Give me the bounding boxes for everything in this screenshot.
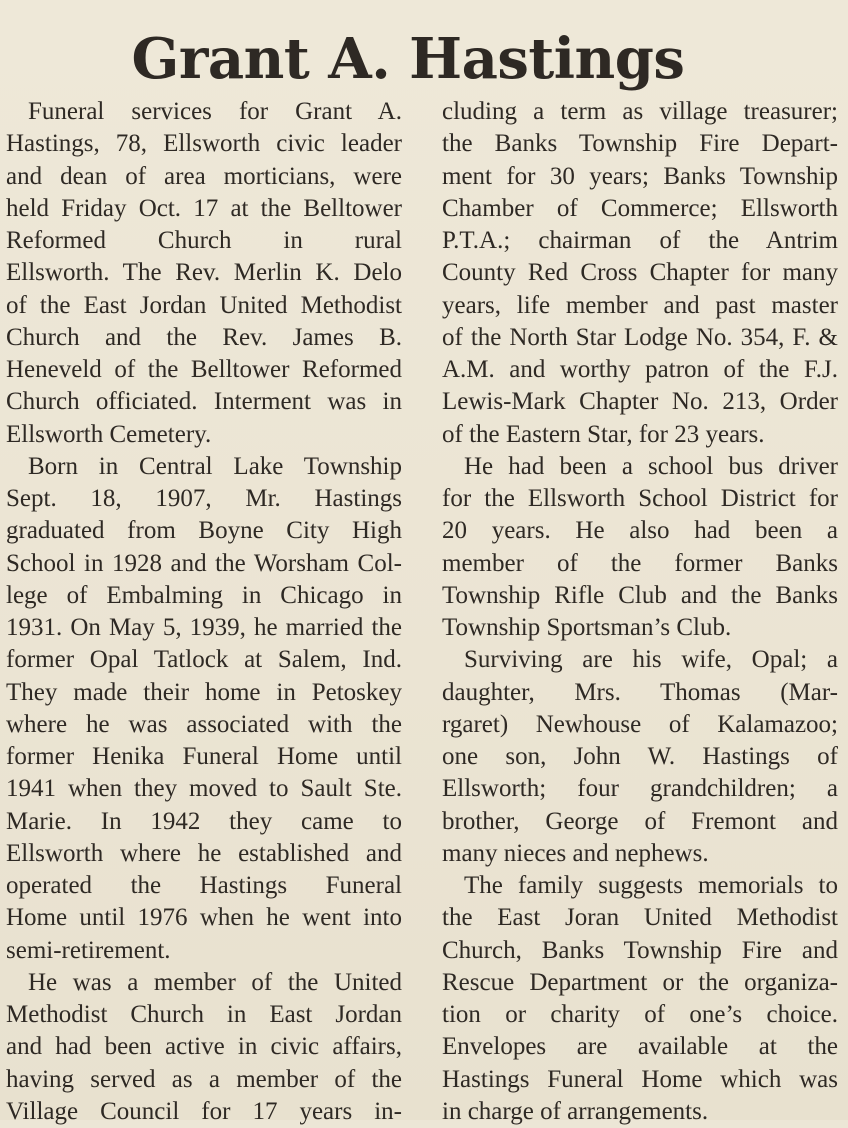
text-line: Church, Banks Township Fire and — [442, 936, 838, 964]
text-line: many nieces and nephews. — [442, 839, 709, 867]
text-line: Rescue Department or the organiza- — [442, 968, 838, 996]
text-line: Marie. In 1942 they came to — [6, 807, 402, 835]
text-line: He was a member of the United — [28, 968, 402, 996]
text-line: cluding a term as village treasurer; — [442, 98, 838, 125]
text-line: the Banks Township Fire Depart- — [442, 130, 838, 158]
text-line: Reformed Church in rural — [6, 227, 402, 254]
text-line: 1931. On May 5, 1939, he married the — [6, 614, 402, 641]
text-line: tion or charity of one’s choice. — [442, 1001, 838, 1028]
text-line: member of the former Banks — [442, 549, 838, 577]
text-line: School in 1928 and the Worsham Col- — [6, 549, 402, 577]
text-line: Methodist Church in East Jordan — [6, 1001, 402, 1028]
text-line: P.T.A.; chairman of the Antrim — [442, 227, 838, 254]
text-line: ment for 30 years; Banks Township — [442, 162, 838, 190]
left-column — [6, 96, 402, 1128]
text-line: Heneveld of the Belltower Reformed — [6, 356, 402, 383]
text-line: Church officiated. Interment was in — [6, 388, 402, 416]
text-line: Born in Central Lake Township — [28, 452, 402, 480]
text-line: Funeral services for Grant A. — [28, 98, 402, 125]
text-line: former Henika Funeral Home until — [6, 743, 402, 770]
text-line: in charge of arrangements. — [442, 1097, 709, 1125]
text-line: The family suggests memorials to — [464, 872, 838, 899]
text-line: brother, George of Fremont and — [442, 807, 838, 835]
text-line: Surviving are his wife, Opal; a — [464, 646, 838, 674]
text-line: where he was associated with the — [6, 710, 402, 738]
text-line: Township Rifle Club and the Banks — [442, 581, 838, 609]
text-line: graduated from Boyne City High — [6, 517, 402, 545]
text-line: operated the Hastings Funeral — [6, 872, 402, 899]
text-line: rgaret) Newhouse of Kalamazoo; — [442, 710, 838, 738]
text-line: County Red Cross Chapter for many — [442, 259, 838, 287]
text-line: Lewis-Mark Chapter No. 213, Order — [442, 388, 838, 416]
text-line: and had been active in civic affairs, — [6, 1033, 402, 1061]
text-line: Ellsworth. The Rev. Merlin K. Delo — [6, 259, 402, 287]
text-line: Church and the Rev. James B. — [6, 323, 402, 351]
text-line: Sept. 18, 1907, Mr. Hastings — [6, 485, 402, 512]
text-line: 1941 when they moved to Sault Ste. — [6, 775, 402, 803]
text-line: lege of Embalming in Chicago in — [6, 581, 402, 609]
text-line: for the Ellsworth School District for — [442, 485, 838, 512]
text-line: Hastings, 78, Ellsworth civic leader — [6, 130, 402, 158]
text-line: of the East Jordan United Methodist — [6, 291, 402, 319]
text-line: and dean of area morticians, were — [6, 162, 402, 190]
text-line: Township Sportsman’s Club. — [442, 614, 732, 641]
text-line: daughter, Mrs. Thomas (Mar- — [442, 678, 838, 706]
text-line: Chamber of Commerce; Ellsworth — [442, 194, 838, 222]
text-line: They made their home in Petoskey — [6, 678, 402, 706]
text-line: having served as a member of the — [6, 1065, 402, 1093]
text-line: semi-retirement. — [6, 936, 171, 964]
text-line: Home until 1976 when he went into — [6, 904, 402, 932]
text-line: Ellsworth Cemetery. — [6, 420, 212, 448]
text-line: the East Joran United Methodist — [442, 904, 838, 932]
text-line: Ellsworth where he established and — [6, 839, 402, 867]
right-column — [442, 96, 838, 1128]
obituary-headline: Grant A. Hastings — [131, 26, 685, 92]
text-line: Envelopes are available at the — [442, 1033, 838, 1061]
text-line: years, life member and past master — [442, 291, 838, 319]
text-line: former Opal Tatlock at Salem, Ind. — [6, 646, 402, 674]
text-line: Village Council for 17 years in- — [6, 1097, 402, 1125]
text-line: 20 years. He also had been a — [442, 517, 838, 545]
text-line: A.M. and worthy patron of the F.J. — [442, 356, 838, 383]
text-line: of the Eastern Star, for 23 years. — [442, 420, 765, 448]
text-line: held Friday Oct. 17 at the Belltower — [6, 194, 402, 222]
text-line: one son, John W. Hastings of — [442, 743, 838, 770]
text-line: Hastings Funeral Home which was — [442, 1065, 838, 1093]
text-line: He had been a school bus driver — [464, 452, 838, 480]
text-line: of the North Star Lodge No. 354, F. & — [442, 323, 838, 351]
text-line: Ellsworth; four grandchildren; a — [442, 775, 838, 803]
